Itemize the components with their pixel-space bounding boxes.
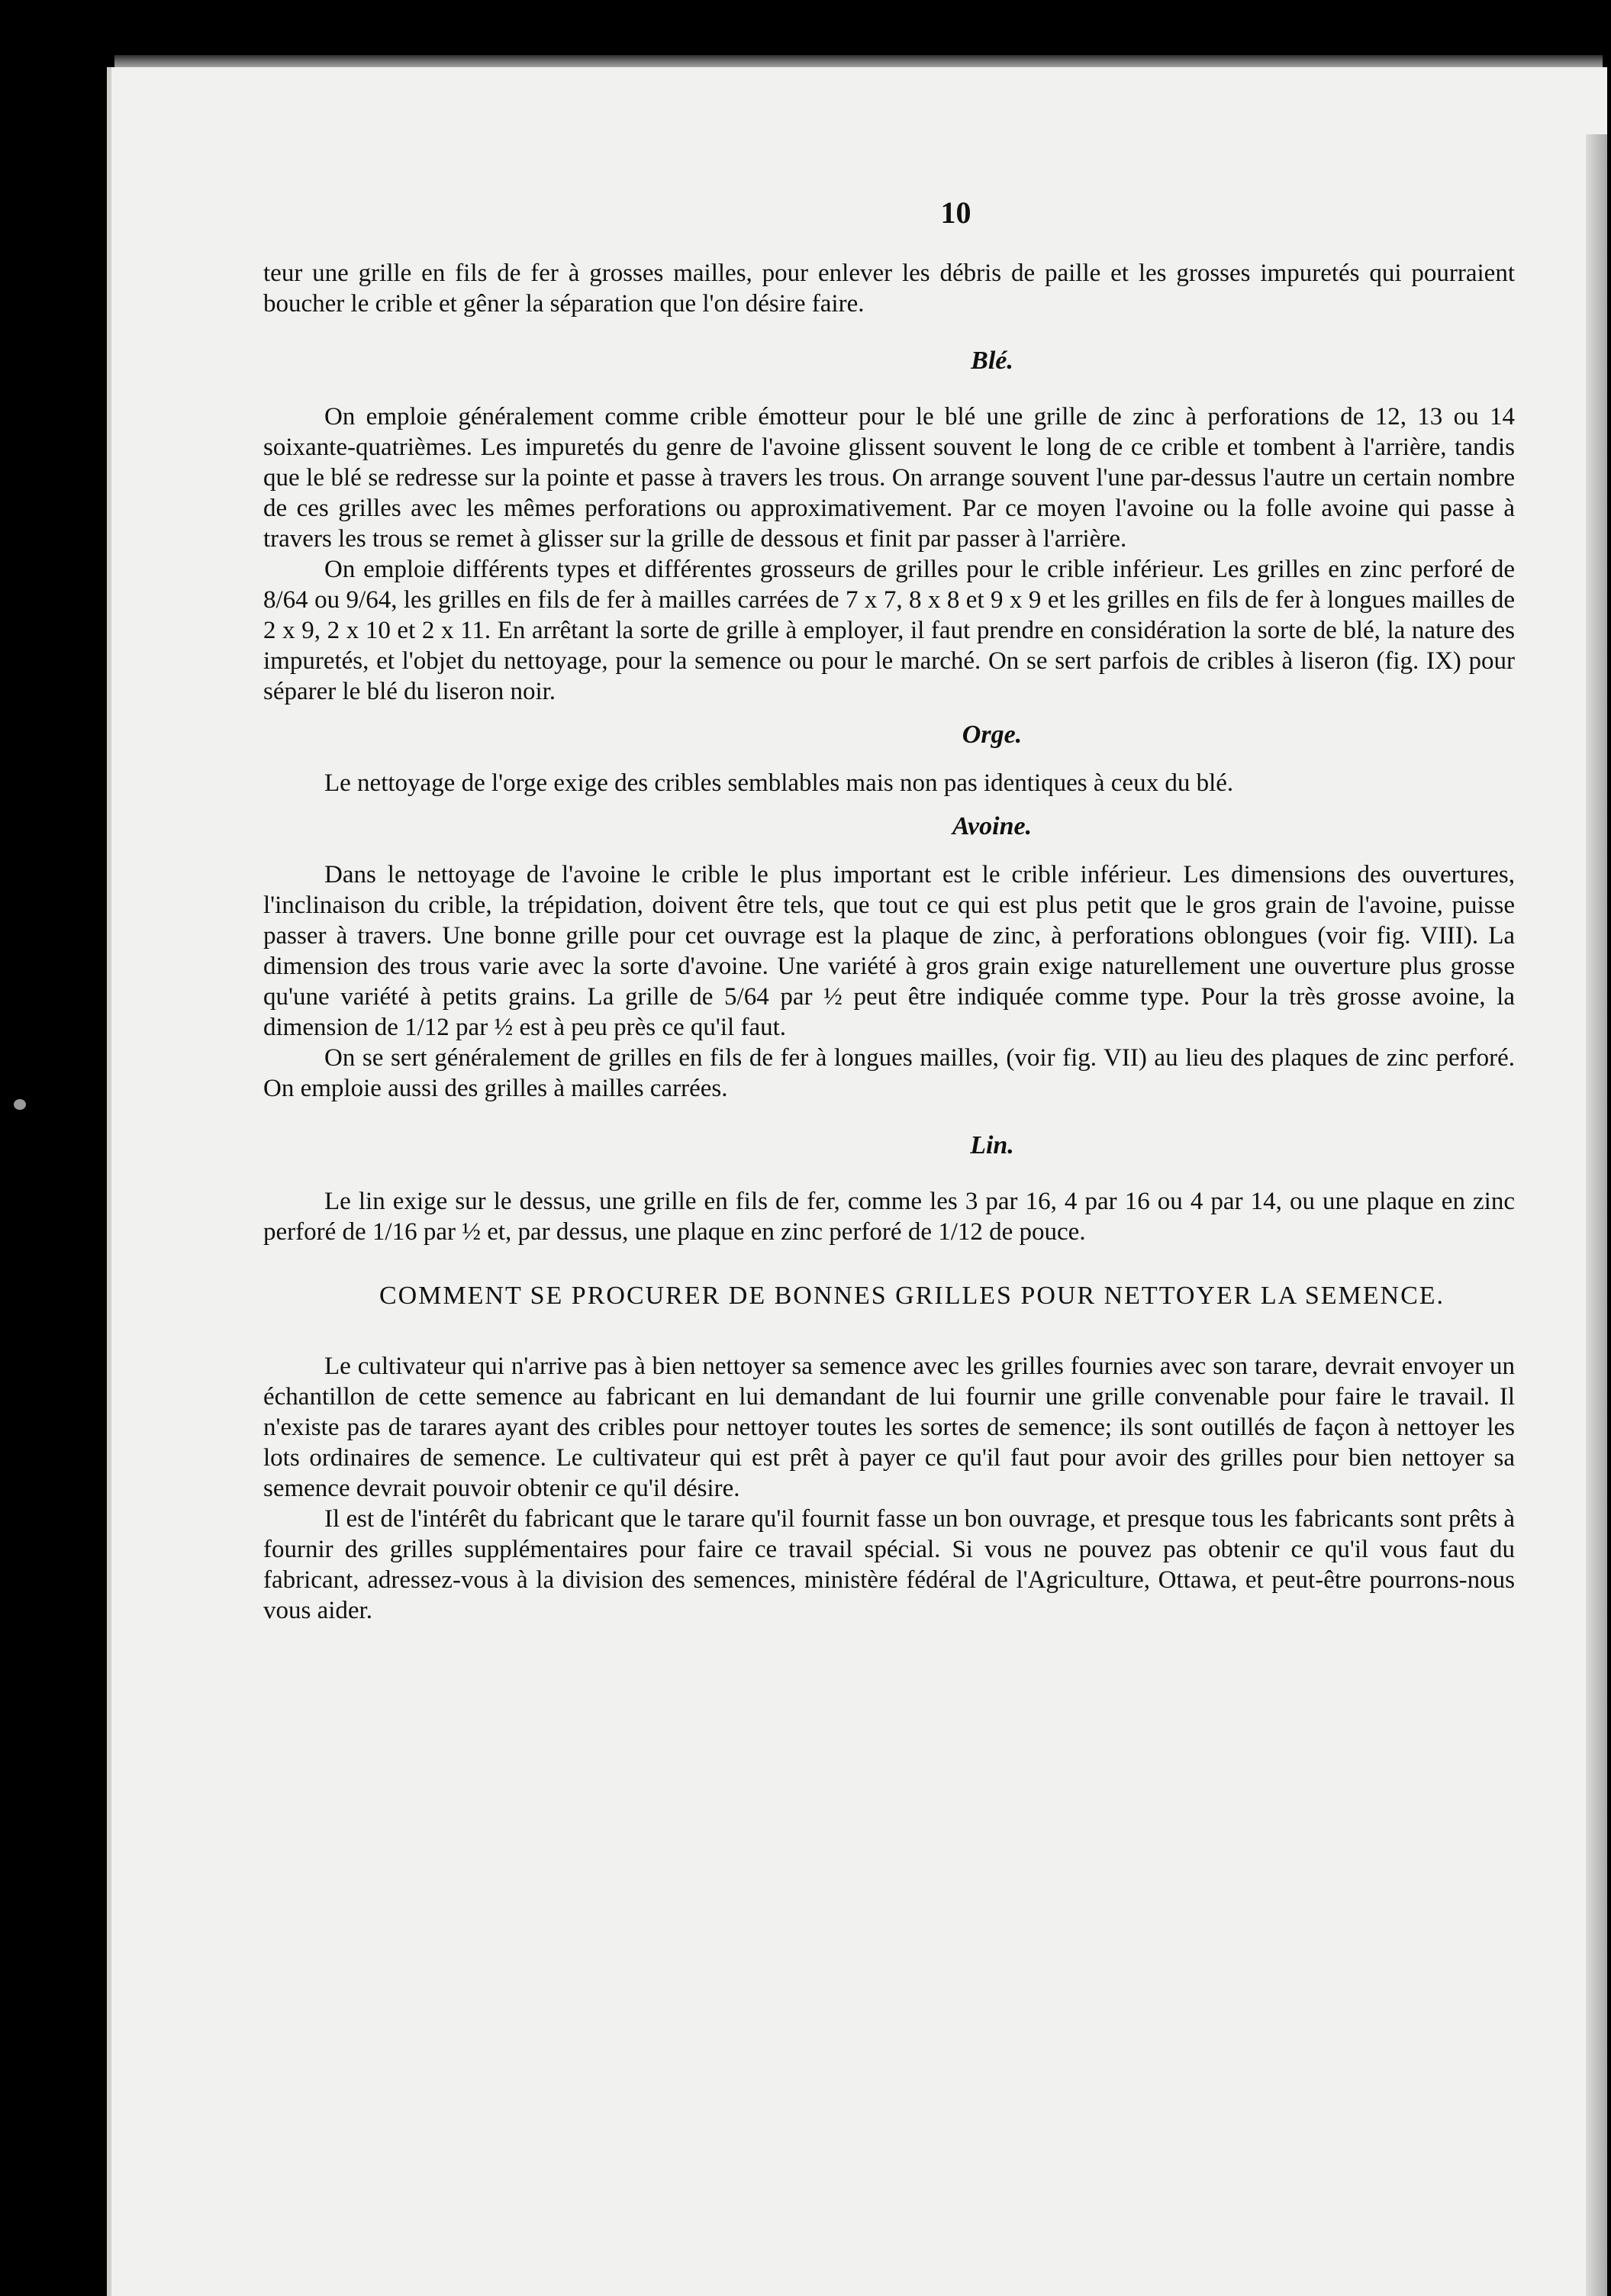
avoine-paragraph-2: On se sert généralement de grilles en fils de fer à longues mailles, (voir fig. VII) au lieu des plaques de zinc perforé. On emploie aussi des grilles à mailles carrées. bbox=[263, 1044, 1515, 1102]
intro-paragraph: teur une grille en fils de fer à grosses mailles, pour enlever les débris de paille et les grosses impuretés qui pourraient boucher le crible et gêner la séparation que l'on désire faire. bbox=[263, 260, 1515, 318]
section-paragraph-1: Le cultivateur qui n'arrive pas à bien nettoyer sa semence avec les grilles fournies avec son tarare, devrait envoyer un échantillon de cette semence au fabricant en lui demandant de lui fournir une grille convenable pour faire le travail. Il n'existe pas de tarares ayant des cribles pour nettoyer toutes les sortes de semence; ils sont outillés de façon à nettoyer les lots ordinaires de semence. Le cultivateur qui est prêt à payer ce qu'il faut pour avoir des grilles pour bien nettoyer sa semence devrait pouvoir obtenir ce qu'il désire. bbox=[263, 1353, 1515, 1502]
avoine-paragraph-1: Dans le nettoyage de l'avoine le crible le plus important est le crible inférieur. Les dimensions des ouvertures, l'inclinaison du crible, la trépidation, doivent être tels, que tout ce qui est plus petit que le gros grain de l'avoine, puisse passer à travers. Une bonne grille pour cet ouvrage est la plaque de zinc, à perforations oblongues (voir fig. VIII). La dimension des trous varie avec la sorte d'avoine. Une variété à gros grain exige naturellement une ouverture plus grosse qu'une variété à petits grains. La grille de 5/64 par ½ peut être indiquée comme type. Pour la très grosse avoine, la dimension de 1/12 par ½ est à peu près ce qu'il faut. bbox=[263, 861, 1515, 1041]
page-right-edge bbox=[1586, 134, 1607, 2296]
section-paragraph-2: Il est de l'intérêt du fabricant que le tarare qu'il fournit fasse un bon ouvrage, et presque tous les fabricants sont prêts à fournir des grilles supplémentaires pour faire ce travail spécial. Si vous ne pouvez pas obtenir ce qu'il vous faut du fabricant, adressez-vous à la division des semences, ministère fédéral de l'Agriculture, Ottawa, et peut-être pourrons-nous vous aider. bbox=[263, 1505, 1515, 1624]
ble-paragraph-1: On emploie généralement comme crible émotteur pour le blé une grille de zinc à perforations de 12, 13 ou 14 soixante-quatrièmes. Les impuretés du genre de l'avoine glissent souvent le long de ce crible et tombent à l'arrière, tandis que le blé se redresse sur la pointe et passe à travers les trous. On arrange souvent l'une par-dessus l'autre un certain nombre de ces grilles avec les mêmes perforations ou approximativement. Par ce moyen l'avoine ou la folle avoine qui passe à travers les trous se remet à glisser sur la grille de dessous et finit par passer à l'arrière. bbox=[263, 403, 1515, 553]
heading-ble: Blé. bbox=[971, 347, 1013, 375]
section-title: COMMENT SE PROCURER DE BONNES GRILLES POUR NETTOYER LA SEMENCE. bbox=[379, 1282, 1445, 1310]
heading-orge: Orge. bbox=[962, 721, 1023, 749]
heading-lin: Lin. bbox=[970, 1131, 1014, 1159]
scan-speck bbox=[14, 1099, 26, 1110]
heading-avoine: Avoine. bbox=[952, 812, 1033, 840]
orge-paragraph: Le nettoyage de l'orge exige des cribles semblables mais non pas identiques à ceux du blé. bbox=[324, 769, 1234, 797]
page-number: 10 bbox=[940, 195, 971, 230]
ble-paragraph-2: On emploie différents types et différentes grosseurs de grilles pour le crible inférieur. Les grilles en zinc perforé de 8/64 ou 9/64, les grilles en fils de fer à mailles carrées de 7 x 7, 8 x 8 et 9 x 9 et les grilles en fils de fer à longues mailles de 2 x 9, 2 x 10 et 2 x 11. En arrêtant la sorte de grille à employer, il faut prendre en considération la sorte de blé, la nature des impuretés, et l'objet du nettoyage, pour la semence ou pour le marché. On se sert parfois de cribles à liseron (fig. IX) pour séparer le blé du liseron noir. bbox=[263, 556, 1515, 705]
lin-paragraph: Le lin exige sur le dessus, une grille en fils de fer, comme les 3 par 16, 4 par 16 ou 4 par 14, ou une plaque en zinc perforé de 1/16 par ½ et, par dessus, une plaque en zinc perforé de 1/12 de pouce. bbox=[263, 1188, 1515, 1246]
text-column bbox=[263, 195, 1515, 1626]
